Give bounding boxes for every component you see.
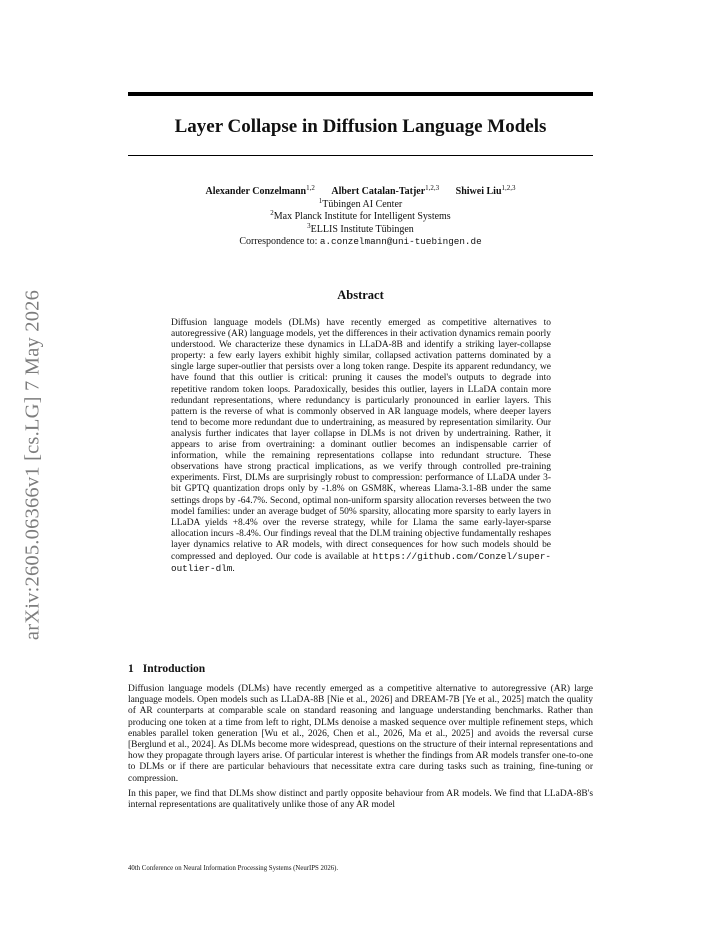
conference-footer: 40th Conference on Neural Information Processing Systems (NeurIPS 2026). <box>128 865 339 872</box>
introduction-body <box>128 684 593 815</box>
arxiv-id-text: arXiv:2605.06366v1 [cs.LG] 7 May 2026 <box>21 289 44 641</box>
abstract-body: Diffusion language models (DLMs) have recently emerged as competitive alternatives to autoregressive (AR) language models, yet the differences in their activation dynamics remain poorly understood. We characterize these dynamics in LLaDA-8B and identify a striking layer-collapse property: a few early layers exhibit highly similar, collapsed activation patterns dominated by a single large super-outlier that persists over a long token range. Despite its apparent redundancy, we have found that this outlier is critical: pruning it causes the model's outputs to degrade into repetitive random token loops. Paradoxically, besides this outlier, layers in LLaDA contain more redundant representations, where redundancy is particularly pronounced in earlier layers. This pattern is the reverse of what is commonly observed in AR language models, where deeper layers tend to become more redundant due to undertraining, as measured by representation similarity. Our analysis further indicates that layer collapse in DLMs is not driven by undertraining. Rather, it appears to arise from overtraining: a dominant outlier becomes an indispensable carrier of information, while the remaining representations collapse into redundant structure. These observations have strong practical implications, as we verify through controlled pre-training experiments. First, DLMs are surprisingly robust to compression: performance of LLaDA under 3-bit GPTQ quantization drops only by -1.8% on GSM8K, whereas Llama-3.1-8B under the same settings drops by -64.7%. Second, optimal non-uniform sparsity allocation reverses between the two model families: under an average budget of 50% sparsity, allocating more sparsity to early layers in LLaDA yields +8.4% over the reverse strategy, while for Llama the same early-layer-sparse allocation incurs -8.4%. Our findings reveal that the DLM training objective fundamentally reshapes layer dynamics relative to AR models, with direct consequences for how such models should be compressed and deployed. Our code is available at https://github.com/Conzel/super-outlier-dlm. <box>171 318 552 575</box>
author: Alexander Conzelmann$^{1,2}$ <box>205 184 315 197</box>
paragraph: Diffusion language models (DLMs) have recently emerged as a competitive alternative to autoregressive (AR) large language models. Open models such as LLaDA-8B [Nie et al., 2026] and DREAM-7B [Ye et al., 2025] match the quality of AR counterparts at comparable scale on standard reasoning and language understanding benchmarks. Rather than producing one token at a time from left to right, DLMs denoise a masked sequence over multiple refinement steps, which enables parallel token generation [Wu et al., 2026, Chen et al., 2026, Ma et al., 2025] and avoids the reversal curse [Berglund et al., 2024]. As DLMs become more widespread, questions on the structure of their internal representations and how they propagate through layers arise. Of particular interest is whether the findings from AR models transfer one-to-one to DLMs or if there are particular behaviours that necessitate extra care during tasks such as training, fine-tuning or compression. <box>128 684 593 784</box>
author: Shiwei Liu$^{1,2,3}$ <box>455 184 516 197</box>
author: Albert Catalan-Tatjer$^{1,2,3}$ <box>331 184 440 197</box>
code-link[interactable]: https://github.com/Conzel/super-outlier-dlm <box>171 550 552 575</box>
section-heading: 1 Introduction <box>128 663 206 675</box>
affiliation: $^3$ELLIS Institute Tübingen <box>307 221 414 235</box>
correspondence-email[interactable]: a.conzelmann@uni-tuebingen.de <box>319 236 482 247</box>
paragraph: In this paper, we find that DLMs show distinct and partly opposite behaviour from AR models. We find that LLaDA-8B's internal representations are qualitatively unlike those of any AR model <box>128 788 593 811</box>
arxiv-identifier <box>16 280 50 650</box>
affiliation: $^1$Tübingen AI Center <box>318 196 403 210</box>
author-block <box>128 186 593 249</box>
title-top-rule <box>128 92 593 96</box>
affiliation: $^2$Max Planck Institute for Intelligent Systems <box>270 209 451 222</box>
abstract-heading: Abstract <box>337 288 384 302</box>
title-bottom-rule <box>128 155 593 156</box>
correspondence: Correspondence to: a.conzelmann@uni-tuebingen.de <box>239 236 482 247</box>
paper-title: Layer Collapse in Diffusion Language Models <box>174 116 547 137</box>
author-names <box>128 186 593 199</box>
